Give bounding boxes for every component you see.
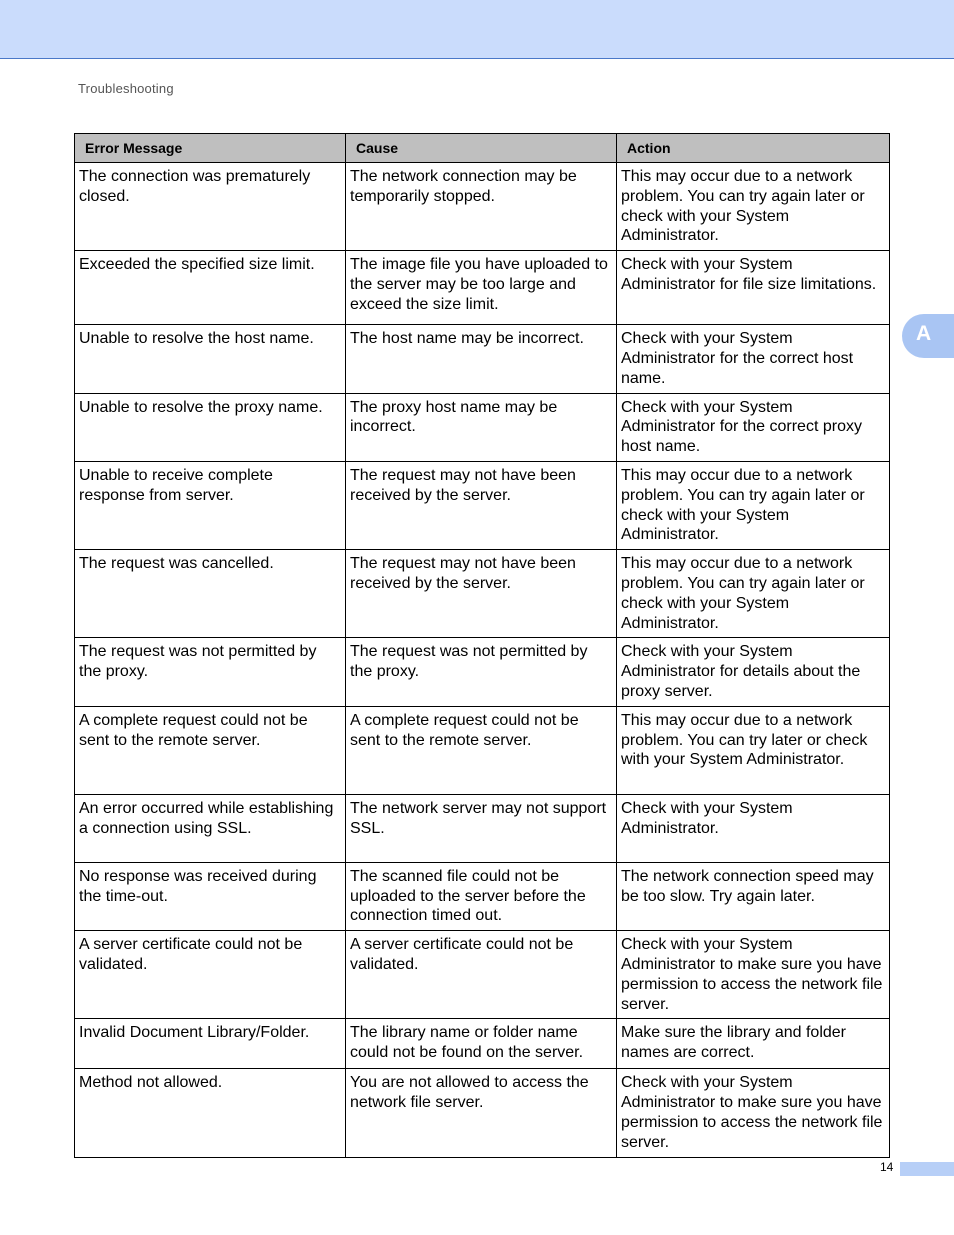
error-cell: Unable to resolve the host name. bbox=[75, 325, 346, 393]
cause-cell: A complete request could not be sent to the remote server. bbox=[346, 706, 617, 794]
page-number-bar bbox=[900, 1162, 954, 1176]
error-cell: A complete request could not be sent to the remote server. bbox=[75, 706, 346, 794]
column-header-error: Error Message bbox=[75, 134, 346, 163]
chapter-tab bbox=[902, 314, 954, 358]
cause-cell: The host name may be incorrect. bbox=[346, 325, 617, 393]
error-cell: Unable to resolve the proxy name. bbox=[75, 393, 346, 461]
table-header-row bbox=[75, 134, 890, 163]
table-row bbox=[75, 393, 890, 461]
action-cell: The network connection speed may be too slow. Try again later. bbox=[617, 862, 890, 930]
table-row bbox=[75, 638, 890, 706]
action-cell: This may occur due to a network problem. You can try again later or check with your System Administrator. bbox=[617, 461, 890, 549]
table-row bbox=[75, 325, 890, 393]
chapter-tab-letter: A bbox=[916, 322, 932, 345]
page-number: 14 bbox=[880, 1160, 894, 1174]
cause-cell: The scanned file could not be uploaded to the server before the connection timed out. bbox=[346, 862, 617, 930]
action-cell: Check with your System Administrator for file size limitations. bbox=[617, 251, 890, 325]
running-header: Troubleshooting bbox=[78, 81, 174, 96]
error-cell: Unable to receive complete response from server. bbox=[75, 461, 346, 549]
action-cell: Check with your System Administrator. bbox=[617, 794, 890, 862]
action-cell: Check with your System Administrator to make sure you have permission to access the network file server. bbox=[617, 931, 890, 1019]
column-header-action: Action bbox=[617, 134, 890, 163]
cause-cell: The request may not have been received by the server. bbox=[346, 461, 617, 549]
cause-cell: The library name or folder name could not be found on the server. bbox=[346, 1019, 617, 1069]
header-band bbox=[0, 0, 954, 59]
action-cell: This may occur due to a network problem. You can try later or check with your System Administrator. bbox=[617, 706, 890, 794]
error-table bbox=[74, 133, 890, 1158]
error-cell: An error occurred while establishing a connection using SSL. bbox=[75, 794, 346, 862]
cause-cell: The image file you have uploaded to the server may be too large and exceed the size limit. bbox=[346, 251, 617, 325]
action-cell: This may occur due to a network problem. You can try again later or check with your System Administrator. bbox=[617, 163, 890, 251]
error-cell: The connection was prematurely closed. bbox=[75, 163, 346, 251]
table-row bbox=[75, 931, 890, 1019]
table-row bbox=[75, 461, 890, 549]
cause-cell: The network server may not support SSL. bbox=[346, 794, 617, 862]
table-row bbox=[75, 163, 890, 251]
error-cell: The request was cancelled. bbox=[75, 550, 346, 638]
action-cell: Check with your System Administrator for the correct proxy host name. bbox=[617, 393, 890, 461]
error-cell: Exceeded the specified size limit. bbox=[75, 251, 346, 325]
action-cell: Check with your System Administrator for details about the proxy server. bbox=[617, 638, 890, 706]
table-row bbox=[75, 706, 890, 794]
action-cell: This may occur due to a network problem. You can try again later or check with your System Administrator. bbox=[617, 550, 890, 638]
table-row bbox=[75, 550, 890, 638]
error-cell: A server certificate could not be validated. bbox=[75, 931, 346, 1019]
error-cell: Method not allowed. bbox=[75, 1069, 346, 1158]
table-row bbox=[75, 862, 890, 930]
error-cell: No response was received during the time-out. bbox=[75, 862, 346, 930]
cause-cell: The request was not permitted by the proxy. bbox=[346, 638, 617, 706]
error-cell: Invalid Document Library/Folder. bbox=[75, 1019, 346, 1069]
cause-cell: A server certificate could not be validated. bbox=[346, 931, 617, 1019]
cause-cell: The request may not have been received by the server. bbox=[346, 550, 617, 638]
table-row bbox=[75, 794, 890, 862]
action-cell: Check with your System Administrator to make sure you have permission to access the network file server. bbox=[617, 1069, 890, 1158]
action-cell: Make sure the library and folder names are correct. bbox=[617, 1019, 890, 1069]
table-row bbox=[75, 1019, 890, 1069]
error-cell: The request was not permitted by the proxy. bbox=[75, 638, 346, 706]
table-row bbox=[75, 1069, 890, 1158]
cause-cell: The proxy host name may be incorrect. bbox=[346, 393, 617, 461]
table-row bbox=[75, 251, 890, 325]
column-header-cause: Cause bbox=[346, 134, 617, 163]
action-cell: Check with your System Administrator for the correct host name. bbox=[617, 325, 890, 393]
cause-cell: You are not allowed to access the network file server. bbox=[346, 1069, 617, 1158]
cause-cell: The network connection may be temporarily stopped. bbox=[346, 163, 617, 251]
